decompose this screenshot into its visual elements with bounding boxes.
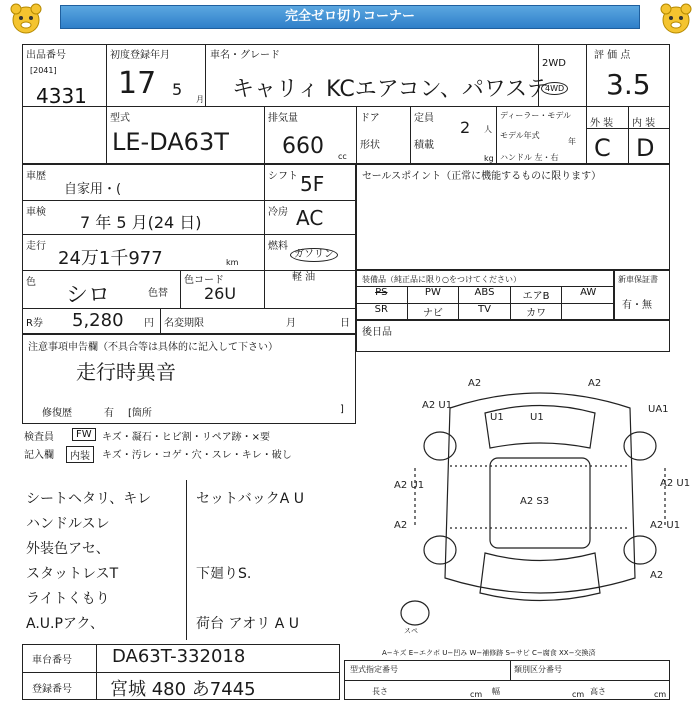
height-label: 高さ <box>590 687 606 696</box>
damage-mark: A2 <box>650 570 664 581</box>
aircon-label: 冷房 <box>268 207 288 218</box>
equipment-item: PS <box>356 286 408 303</box>
model-year-label: モデル年式 <box>500 131 540 140</box>
equipment-item: ABS <box>459 286 511 303</box>
mileage-unit: km <box>226 258 239 267</box>
reg-year: 17 <box>118 66 157 101</box>
equipment-item: ナビ <box>408 303 460 320</box>
cap-value: 2 <box>460 118 471 137</box>
door-label: ドア <box>360 113 380 124</box>
ext-label: 外 装 <box>590 118 614 129</box>
equipment-item: TV <box>459 303 511 320</box>
class-label: 類別区分番号 <box>514 665 562 674</box>
cm-unit: cm <box>470 690 483 699</box>
damage-mark: UA1 <box>648 404 669 415</box>
kg-unit: kg <box>484 154 494 163</box>
history-box <box>356 320 670 352</box>
shift-value: 5F <box>300 172 325 196</box>
remarks-right <box>196 488 304 638</box>
handle-label: ハンドル 左・右 <box>500 153 559 162</box>
notes-title: 注意事項申告欄（不具合等は具体的に記入して下さい） <box>28 342 278 353</box>
recycle-label: R券 <box>26 318 43 329</box>
lot-number: 4331 <box>36 84 87 108</box>
equipment-item: AW <box>562 286 614 303</box>
repair-label: 修復歴 <box>42 408 72 419</box>
namechange-day: 日 <box>340 318 350 329</box>
colorcode-value: 26U <box>204 284 237 303</box>
inspector-row1-items: キズ・凝石・ヒビ割・リペア跡・×要 <box>102 432 270 443</box>
damage-mark: U1 <box>530 412 544 423</box>
repair-end: ] <box>340 404 344 415</box>
warranty-value: 有・無 <box>622 300 652 311</box>
chassis-label: 車台番号 <box>32 655 72 666</box>
inspector-row2-items: キズ・汚レ・コゲ・穴・スレ・キレ・破し <box>102 450 292 461</box>
damage-mark: A2 U1 <box>422 400 453 411</box>
reg-number-value: 宮城 480 あ7445 <box>110 679 256 700</box>
inspector-fw: FW <box>72 428 96 441</box>
colorcode-label: 色コード <box>184 275 224 286</box>
recycle-unit: 円 <box>144 318 154 329</box>
equipment-item: カワ <box>511 303 563 320</box>
name-value: キャリィ KCエアコン、パワステ <box>232 77 549 102</box>
equipment-item: PW <box>408 286 460 303</box>
remark-line: スタットレスT <box>26 566 119 582</box>
front-left-wheel <box>424 432 456 460</box>
rear-right-wheel <box>624 536 656 564</box>
repair-value: 有 <box>104 408 114 419</box>
cap-label: 定員 <box>414 113 434 124</box>
length-label: 長さ <box>372 687 388 696</box>
reg-month-unit: 月 <box>196 95 204 104</box>
car-body-outline <box>445 393 635 593</box>
repair-bracket: [箇所 <box>128 408 152 419</box>
reg-label: 初度登録年月 <box>110 50 170 61</box>
color-label: 色 <box>26 277 36 288</box>
damage-legend: A−キズ E−エクボ U−凹み W−補修跡 S−サビ C−腐食 XX−交換済 <box>382 649 596 657</box>
equipment-item: エアB <box>511 286 563 303</box>
front-right-wheel <box>624 432 656 460</box>
fuel-gas: ガソリン <box>290 248 338 262</box>
cc-value: 660 <box>282 134 324 159</box>
namechange-label: 名変期限 <box>164 318 204 329</box>
history-label: 後日品 <box>362 327 392 338</box>
spec-label: 型式指定番号 <box>350 665 398 674</box>
remark-line: セットバックA U <box>196 491 304 507</box>
selling-label: セールスポイント（正常に機能するものに限ります） <box>362 171 602 182</box>
recycle-value: 5,280 <box>72 310 124 331</box>
car-damage-diagram <box>390 368 690 638</box>
reg-month: 5 <box>172 80 183 99</box>
year-unit: 年 <box>568 137 576 146</box>
dealer-label: ディーラー・モデル <box>500 111 571 120</box>
mileage-label: 走行 <box>26 241 46 252</box>
cap-unit: 人 <box>484 125 492 134</box>
score-value: 3.5 <box>606 68 651 101</box>
notes-text: 走行時異音 <box>76 360 176 384</box>
remark-line <box>196 513 304 538</box>
cartype-value: 自家用・( <box>64 182 122 197</box>
warranty-label: 新車保証書 <box>618 275 658 284</box>
remark-line <box>196 538 304 563</box>
name-label: 車名・グレード <box>210 50 280 61</box>
namechange-unit: 月 <box>286 318 296 329</box>
model-value: LE-DA63T <box>112 128 229 156</box>
damage-mark: A2 U1 <box>660 478 690 489</box>
int-label: 内 装 <box>632 118 656 129</box>
aircon-value: AC <box>296 206 324 230</box>
cartype-label: 車歴 <box>26 171 46 182</box>
bear-mascot-icon <box>8 2 44 36</box>
inspect-label: 車検 <box>26 207 46 218</box>
damage-mark: A2 U1 <box>394 480 425 491</box>
remark-line: ライトくもり <box>26 591 110 607</box>
reg-number-label: 登録番号 <box>32 684 72 695</box>
score-label: 評 価 点 <box>594 50 631 61</box>
cm-unit: cm <box>572 690 585 699</box>
chassis-value: DA63T-332018 <box>112 646 246 667</box>
damage-mark: A2 <box>394 520 408 531</box>
inspector-int: 内装 <box>66 446 94 463</box>
remark-line: ハンドルスレ <box>26 516 110 532</box>
fuel-label: 燃料 <box>268 241 288 252</box>
equipment-title: 装備品（純正品に限り○をつけてください） <box>362 275 521 284</box>
equipment-item <box>562 303 614 320</box>
fuel-diesel: 軽 油 <box>292 272 316 283</box>
equipment-item: SR <box>356 303 408 320</box>
remarks-left <box>26 488 151 638</box>
remark-line: 下廻りS. <box>196 566 252 582</box>
page-title: 完全ゼロ切りコーナー <box>60 5 640 29</box>
remark-line <box>196 588 304 613</box>
paint-label: 色替 <box>148 288 168 299</box>
bear-mascot-icon <box>658 2 694 36</box>
damage-mark: A2 U1 <box>650 520 681 531</box>
remark-line: A.U.Pアク、 <box>26 616 104 632</box>
mileage-value: 24万1千977 <box>58 248 163 269</box>
rear-left-wheel <box>424 536 456 564</box>
cc-unit: cc <box>338 152 347 161</box>
int-value: D <box>636 134 655 162</box>
shift-label: シフト <box>268 171 298 182</box>
remark-line: 外装色アセ、 <box>26 541 110 557</box>
cc-label: 排気量 <box>268 113 298 124</box>
lot-sub: [2041] <box>30 66 57 75</box>
drive-2wd: 2WD <box>542 58 566 69</box>
lot-label: 出品番号 <box>26 50 66 61</box>
remark-line: 荷台 アオリ A U <box>196 616 300 632</box>
ext-value: C <box>594 134 611 162</box>
inspect-value: 7 年 5 月(24 日) <box>80 213 202 232</box>
spare-label: スペ <box>404 627 418 635</box>
color-value: シロ <box>66 283 111 308</box>
cm-unit: cm <box>654 690 667 699</box>
inspector-row2-label: 記入欄 <box>24 450 54 461</box>
shape-label: 形状 <box>360 140 380 151</box>
header-banner <box>0 0 700 40</box>
remark-line: シートヘタリ、キレ <box>26 491 152 507</box>
inspector-row1-label: 検査員 <box>24 432 54 443</box>
model-label: 型式 <box>110 113 130 124</box>
load-label: 積載 <box>414 140 434 151</box>
width-label: 幅 <box>492 687 500 696</box>
spare-tire <box>401 601 429 625</box>
equipment-grid <box>356 286 614 320</box>
drive-4wd: 4WD <box>541 82 568 95</box>
damage-mark: A2 <box>468 378 482 389</box>
damage-mark: A2 <box>588 378 602 389</box>
damage-mark: A2 S3 <box>520 496 550 507</box>
damage-mark: U1 <box>490 412 504 423</box>
